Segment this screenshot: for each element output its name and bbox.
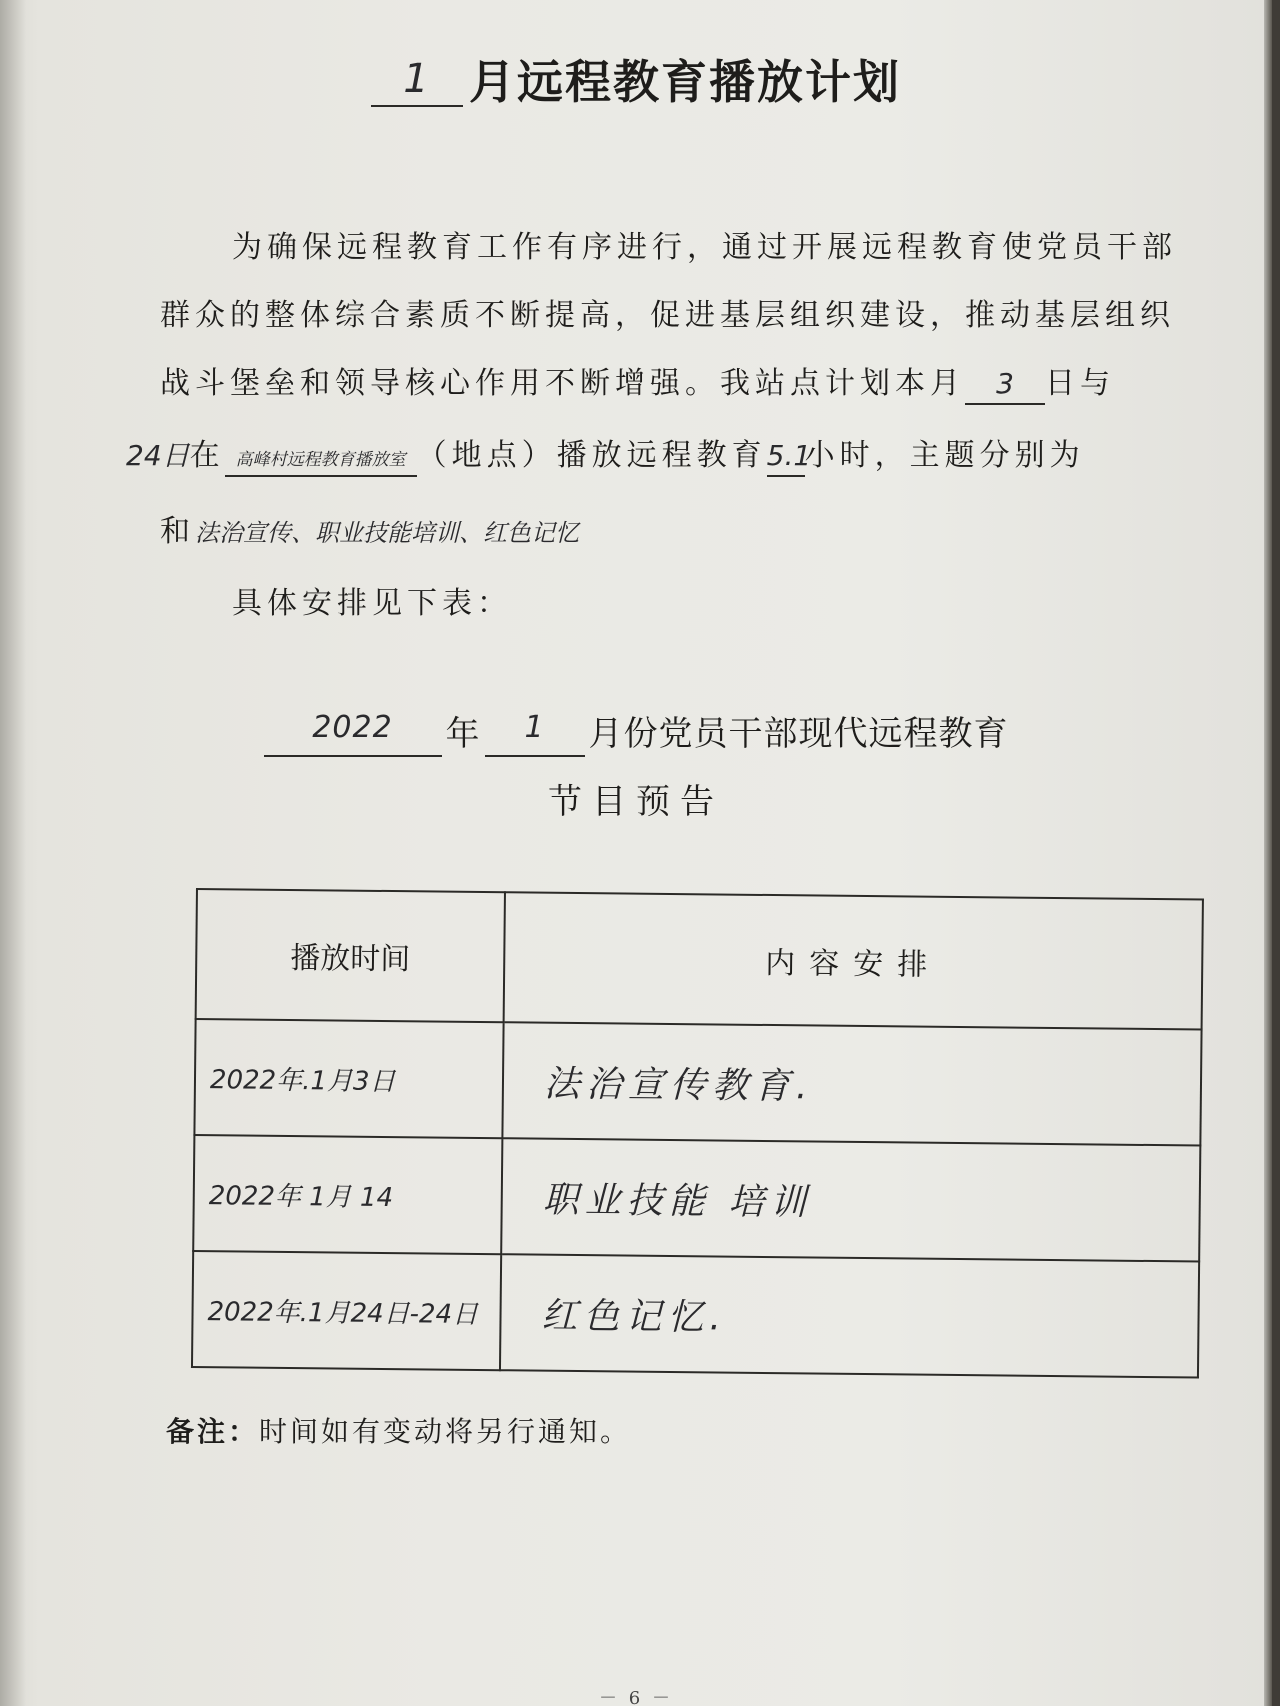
paragraph-line-5 — [160, 506, 1230, 551]
book-gutter-shadow — [0, 0, 26, 1706]
hours-blank — [766, 439, 812, 477]
location-blank — [225, 441, 417, 477]
table-row — [192, 1251, 1199, 1378]
notice-title-rest: 月份党员干部现代远程教育 — [588, 714, 1009, 754]
time-handwritten: 2022年.1月3日 — [209, 1064, 396, 1097]
content-cell — [500, 1254, 1199, 1377]
location-handwritten: 高峰村远程教育播放室 — [235, 450, 406, 470]
time-handwritten: 2022年 1月 14 — [208, 1180, 394, 1213]
remark-label: 备注： — [166, 1415, 260, 1448]
remark-text: 时间如有变动将另行通知。 — [259, 1415, 632, 1448]
topics-handwritten: 法治宣传、职业技能培训、红色记忆 — [195, 519, 579, 547]
content-cell — [501, 1138, 1200, 1261]
notice-month-handwritten: 1 — [524, 710, 545, 745]
line5-text: 和 — [160, 514, 195, 549]
time-cell — [192, 1251, 501, 1370]
line3-suffix: 日与 — [1045, 366, 1115, 401]
year-label: 年 — [445, 714, 481, 754]
table-header-row — [196, 889, 1203, 1030]
year-handwritten: 2022 — [312, 710, 393, 745]
time-handwritten: 2022年.1月24日-24日 — [207, 1296, 479, 1330]
title-month-handwritten: 1 — [403, 56, 431, 102]
day-blank — [965, 369, 1045, 405]
header-content: 内容安排 — [504, 892, 1203, 1029]
content-handwritten: 法治宣传教育. — [543, 1063, 814, 1107]
page-edge — [1264, 0, 1272, 1706]
topics-blank — [195, 517, 605, 551]
day-handwritten: 3 — [996, 367, 1014, 400]
program-notice-title — [0, 706, 1272, 757]
line4-text-2: （地点）播放远程教育 — [416, 438, 767, 473]
time-cell — [194, 1019, 503, 1138]
paragraph-line-2: 群众的整体综合素质不断提高，促进基层组织建设，推动基层组织 — [160, 298, 1175, 333]
paragraph-line-6: 具体安排见下表： — [232, 586, 512, 621]
table-row — [194, 1019, 1201, 1146]
year-blank — [264, 710, 442, 757]
content-handwritten: 红色记忆. — [541, 1295, 728, 1339]
remark — [166, 1410, 631, 1450]
title-text: 月远程教育播放计划 — [469, 55, 901, 109]
table-row — [193, 1135, 1200, 1262]
extra-date-handwritten: 24日 — [126, 439, 190, 472]
content-cell — [502, 1022, 1201, 1145]
program-notice-subtitle: 节目预告 — [548, 782, 724, 822]
header-play-time: 播放时间 — [196, 889, 505, 1022]
notice-month-blank — [485, 710, 585, 757]
paragraph-line-3 — [160, 358, 1230, 405]
title-month-blank — [371, 56, 463, 107]
schedule-table — [191, 888, 1204, 1379]
page-number: － 6 － — [599, 1688, 673, 1706]
line4-text-1: 在 — [189, 438, 225, 473]
line4-text-3: 小时，主题分别为 — [804, 438, 1085, 473]
paragraph-line-4 — [126, 430, 1196, 477]
time-cell — [193, 1135, 502, 1254]
line3-text: 战斗堡垒和领导核心作用不断增强。我站点计划本月 — [160, 366, 965, 401]
hours-handwritten: 5.1 — [766, 439, 812, 472]
document-title — [0, 50, 1272, 114]
content-handwritten: 职业技能 培训 — [542, 1179, 813, 1223]
paragraph-line-1: 为确保远程教育工作有序进行，通过开展远程教育使党员干部 — [232, 230, 1177, 265]
